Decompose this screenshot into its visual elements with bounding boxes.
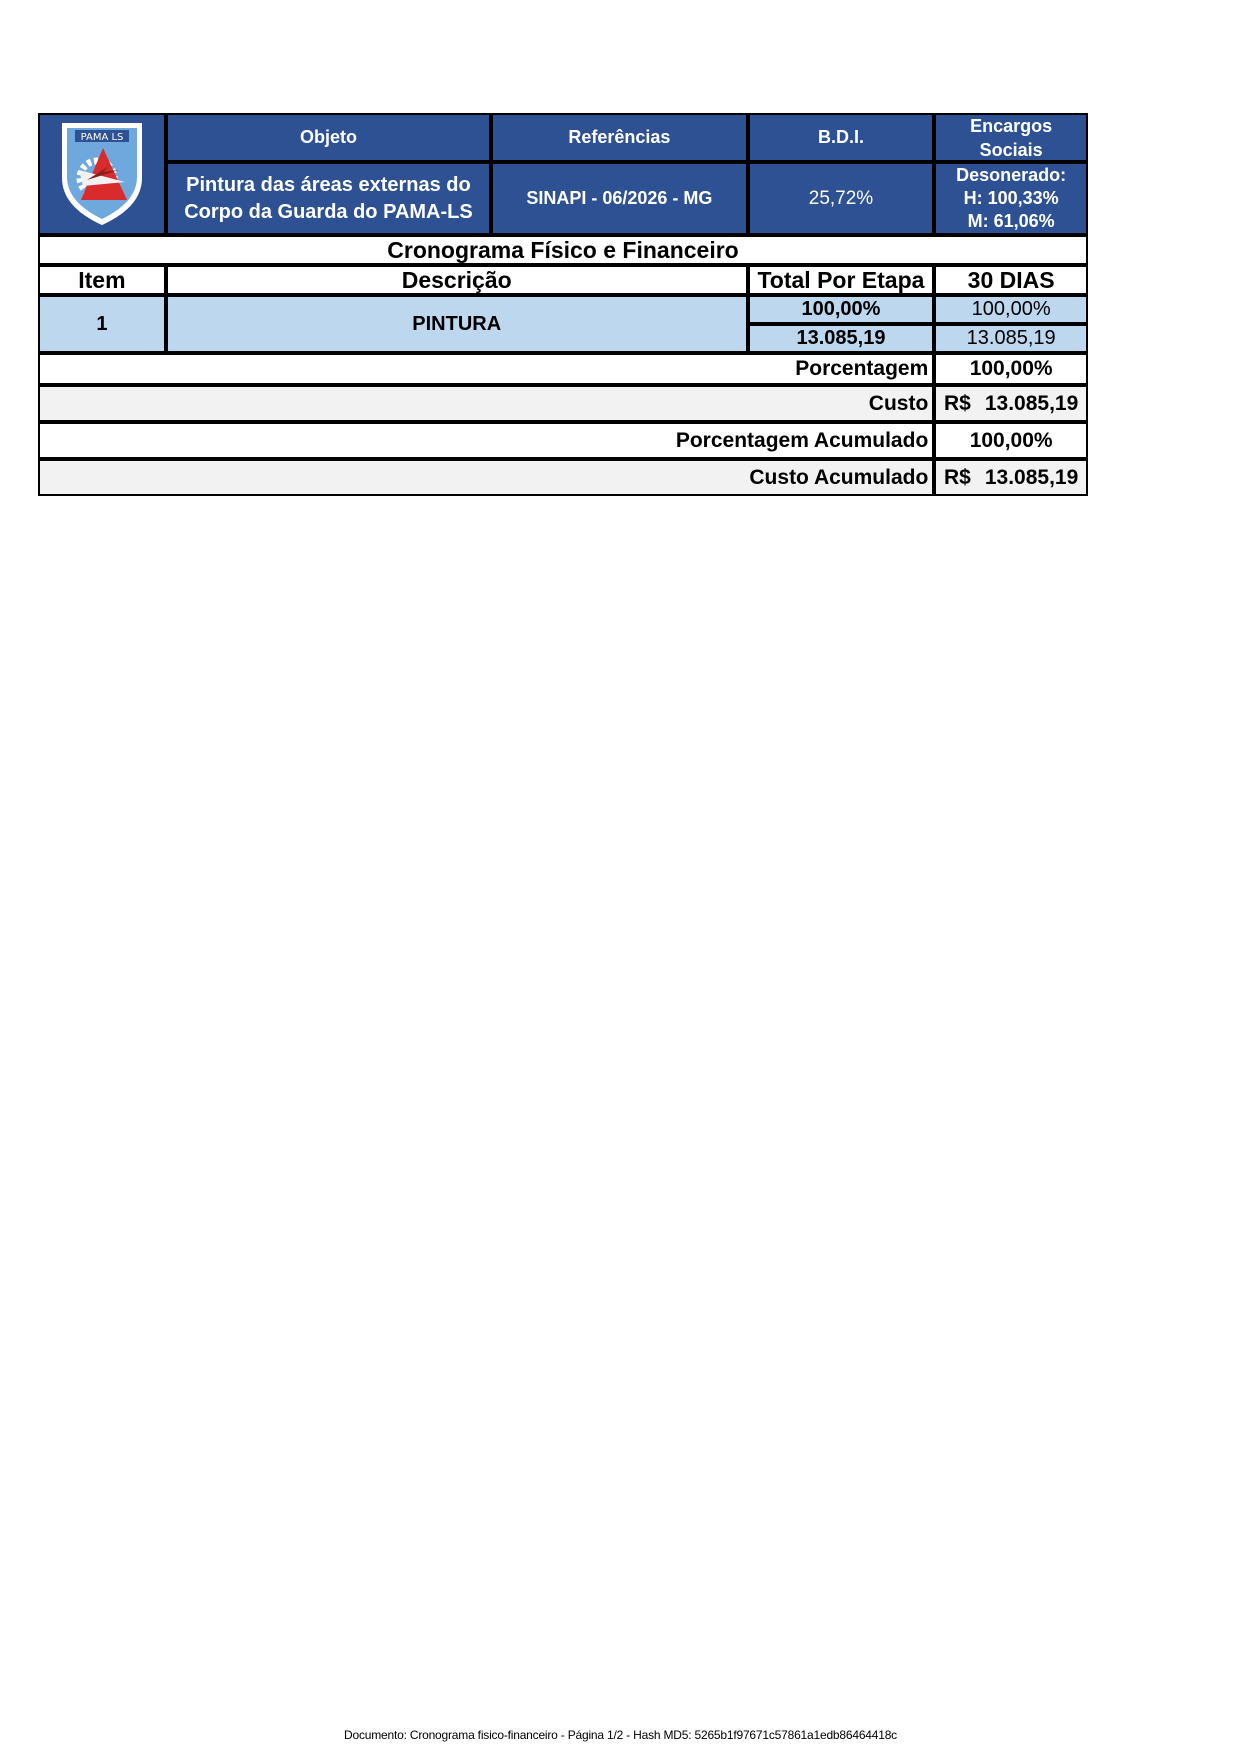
item-description: PINTURA bbox=[166, 295, 748, 353]
column-header-row bbox=[38, 265, 1088, 295]
objeto-column bbox=[166, 113, 491, 235]
column-header-item: Item bbox=[38, 265, 166, 295]
summary-custo-value: 13.085,19 bbox=[984, 391, 1079, 415]
summary-custo-label: Custo bbox=[38, 385, 934, 422]
item-period-cell bbox=[934, 295, 1088, 353]
summary-custo-acum-label: Custo Acumulado bbox=[38, 459, 934, 496]
item-period-percent: 100,00% bbox=[934, 295, 1088, 324]
encargos-line-2: H: 100,33% bbox=[963, 188, 1059, 208]
schedule-sheet bbox=[38, 113, 1088, 496]
encargos-value bbox=[934, 162, 1088, 235]
summary-custo-value-cell bbox=[934, 385, 1088, 422]
column-header-descricao: Descrição bbox=[166, 265, 748, 295]
summary-custo-acum-value: 13.085,19 bbox=[984, 465, 1079, 489]
item-total-value: 13.085,19 bbox=[748, 324, 935, 353]
encargos-label-text: Encargos Sociais bbox=[970, 115, 1053, 160]
header-block bbox=[38, 113, 1088, 235]
referencias-column bbox=[491, 113, 748, 235]
summary-custo-acum-value-cell bbox=[934, 459, 1088, 496]
bdi-value: 25,72% bbox=[748, 162, 935, 235]
encargos-column bbox=[934, 113, 1088, 235]
column-header-total: Total Por Etapa bbox=[748, 265, 935, 295]
summary-custo-acum-row bbox=[38, 459, 1088, 496]
summary-porc-acum-row bbox=[38, 422, 1088, 459]
summary-custo-acum-currency: R$ bbox=[943, 465, 971, 489]
objeto-label: Objeto bbox=[166, 113, 491, 162]
summary-porcentagem-value: 100,00% bbox=[934, 353, 1088, 385]
item-period-value: 13.085,19 bbox=[934, 324, 1088, 353]
table-row bbox=[38, 295, 1088, 353]
referencias-value: SINAPI - 06/2026 - MG bbox=[491, 162, 748, 235]
encargos-line-3: M: 61,06% bbox=[967, 211, 1055, 231]
encargos-line-1: Desonerado: bbox=[956, 165, 1067, 185]
summary-custo-row bbox=[38, 385, 1088, 422]
bdi-label: B.D.I. bbox=[748, 113, 935, 162]
logo-text: PAMA LS bbox=[80, 132, 124, 143]
summary-porcentagem-label: Porcentagem bbox=[38, 353, 934, 385]
page-footer: Documento: Cronograma fisico-financeiro - Página 1/2 - Hash MD5: 5265b1f97671c57861a1edb86464418c bbox=[344, 1728, 897, 1742]
item-total-percent: 100,00% bbox=[748, 295, 935, 324]
logo-cell bbox=[38, 113, 166, 235]
summary-porcentagem-row bbox=[38, 353, 1088, 385]
summary-custo-currency: R$ bbox=[943, 391, 971, 415]
schedule-title: Cronograma Físico e Financeiro bbox=[38, 235, 1088, 265]
bdi-column bbox=[748, 113, 935, 235]
item-number: 1 bbox=[38, 295, 166, 353]
encargos-label bbox=[934, 113, 1088, 162]
summary-porc-acum-label: Porcentagem Acumulado bbox=[38, 422, 934, 459]
referencias-label: Referências bbox=[491, 113, 748, 162]
summary-porc-acum-value: 100,00% bbox=[934, 422, 1088, 459]
column-header-period: 30 DIAS bbox=[934, 265, 1088, 295]
objeto-value: Pintura das áreas externas do Corpo da Guarda do PAMA-LS bbox=[166, 162, 491, 235]
pama-ls-shield-icon bbox=[59, 120, 145, 228]
item-total-cell bbox=[748, 295, 935, 353]
